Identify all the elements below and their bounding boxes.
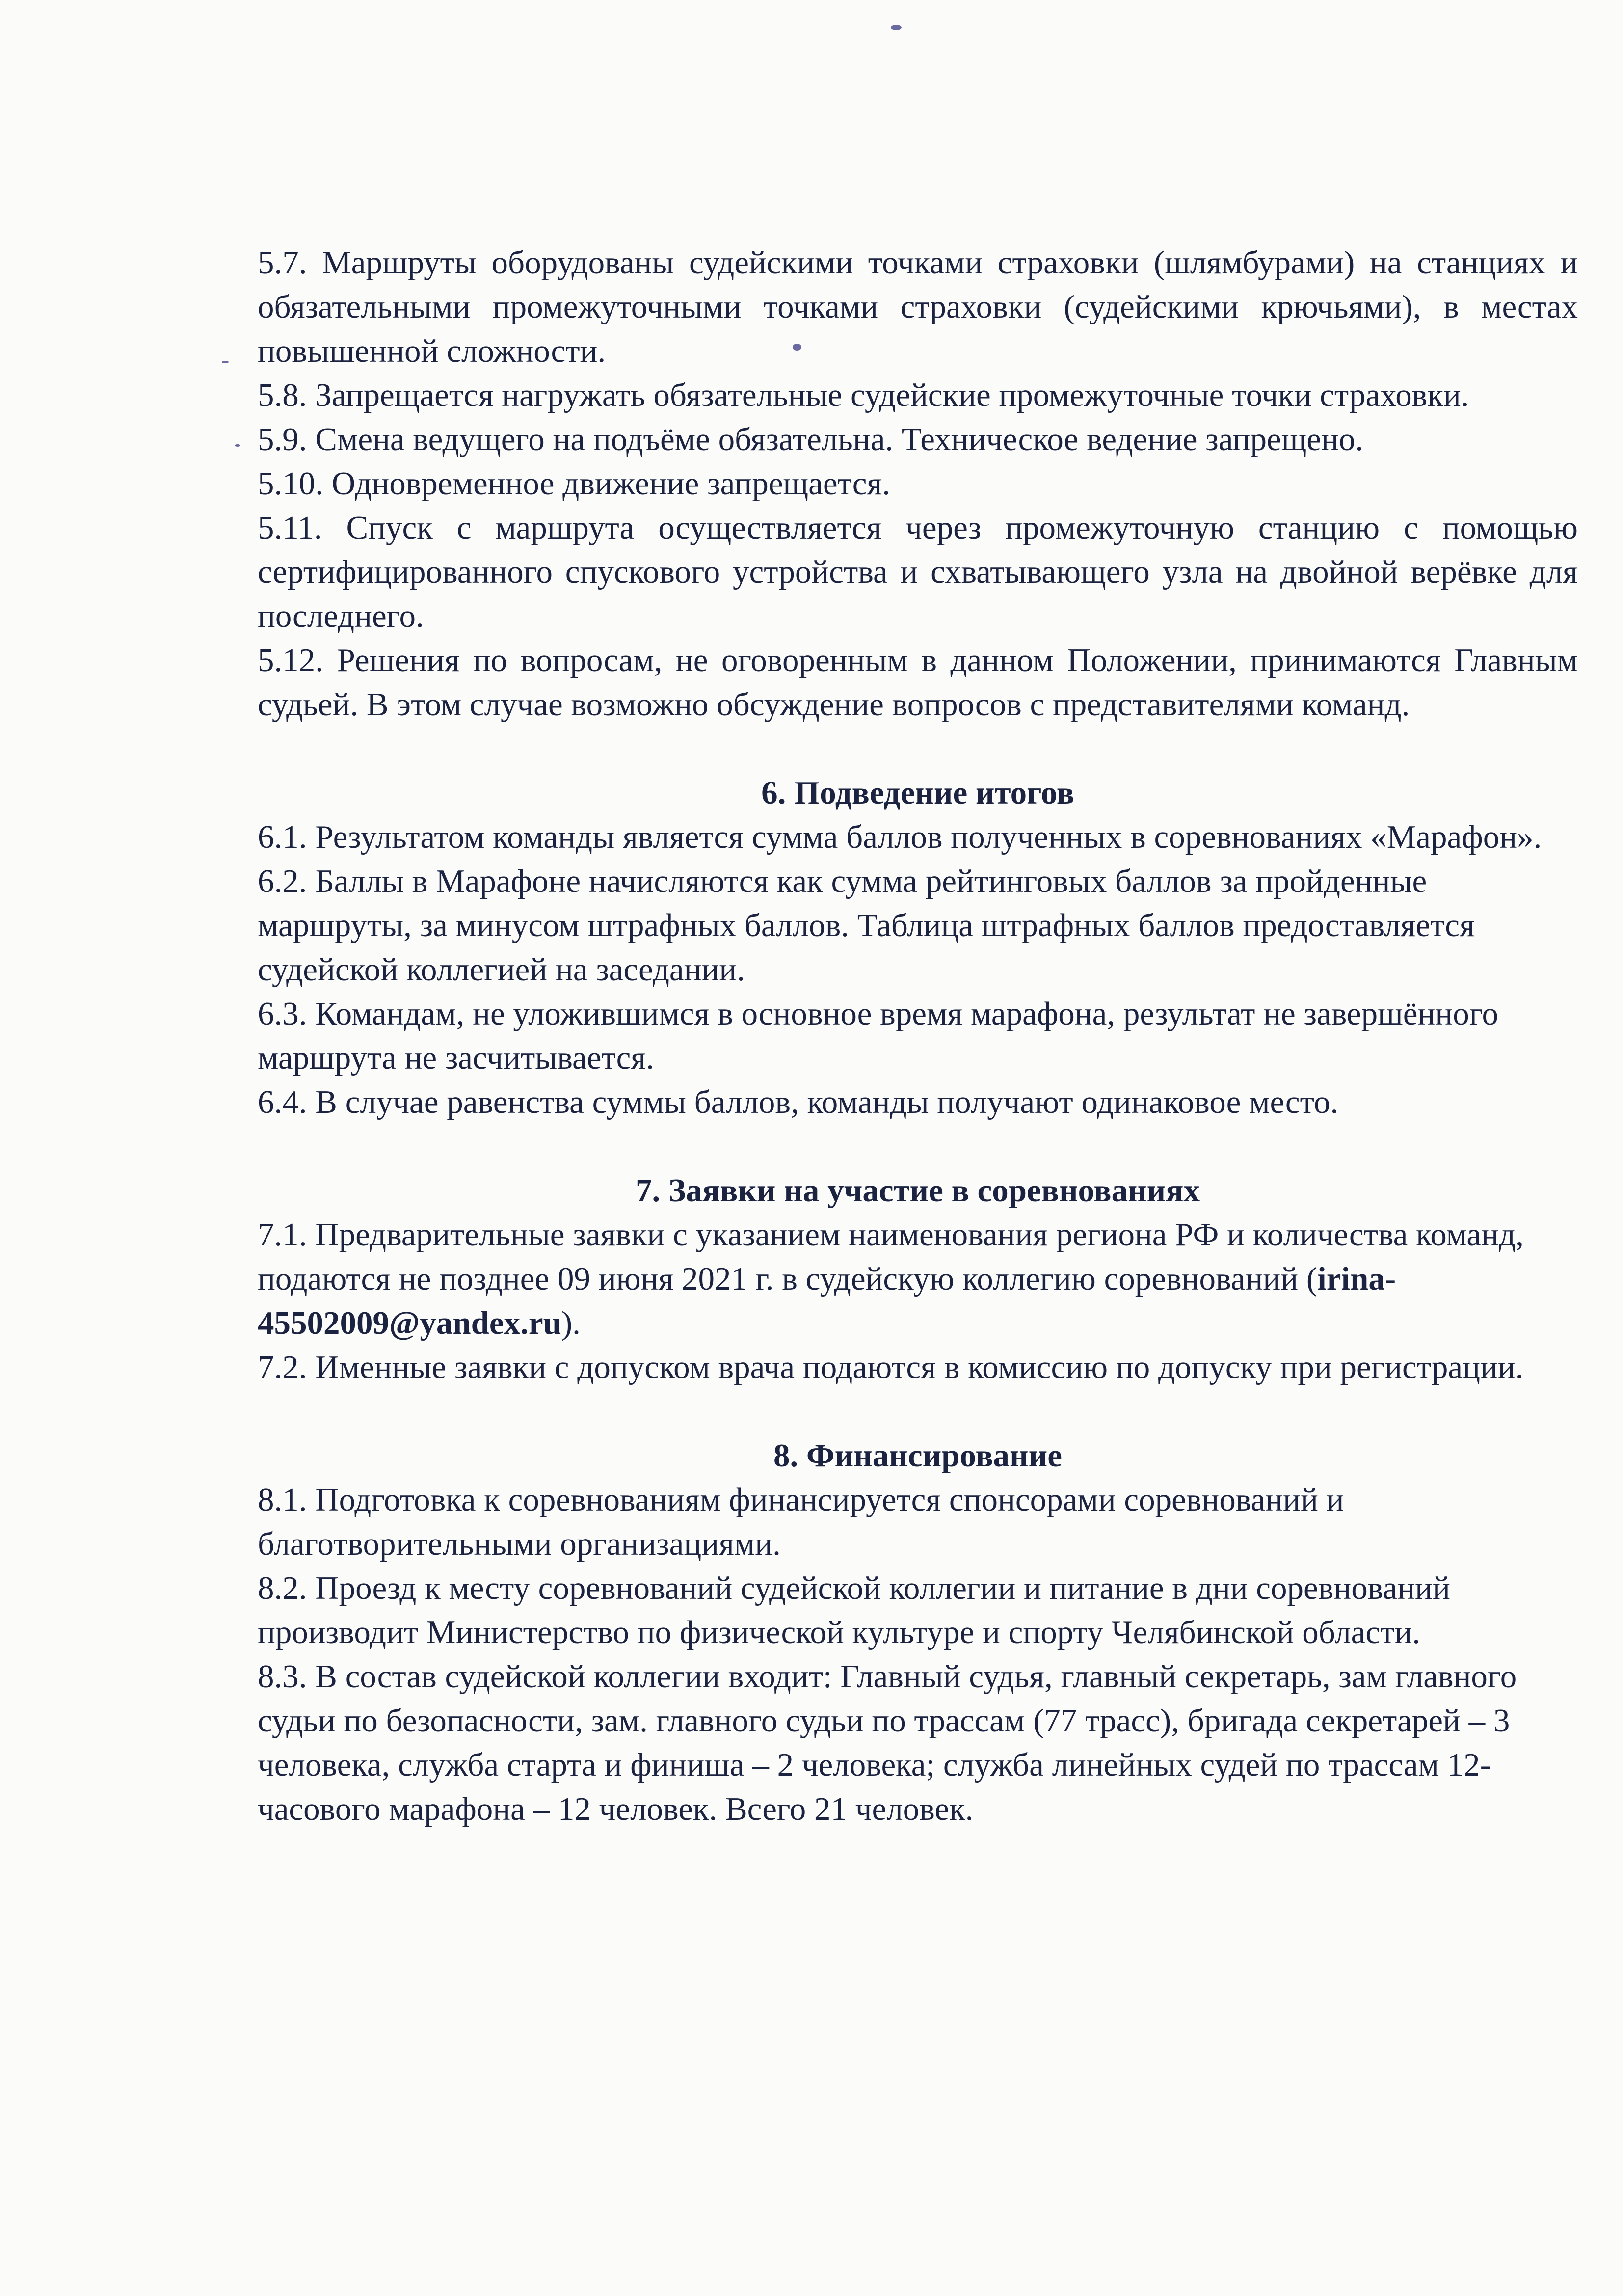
paragraph-6-2: 6.2. Баллы в Марафоне начисляются как сумма рейтинговых баллов за пройденные маршруты, за минусом штрафных баллов. Таблица штрафных баллов предоставляется судейской коллегией на заседании. bbox=[258, 863, 1475, 988]
spacer bbox=[258, 1124, 1578, 1168]
scan-speck bbox=[235, 444, 240, 447]
paragraph-6-4: 6.4. В случае равенства суммы баллов, команды получают одинаковое место. bbox=[258, 1084, 1339, 1120]
scan-speck bbox=[222, 361, 229, 363]
spacer bbox=[258, 1389, 1578, 1433]
paragraph-7-2: 7.2. Именные заявки с допуском врача подаются в комиссию по допуску при регистрации. bbox=[258, 1349, 1524, 1385]
scan-speck bbox=[891, 25, 902, 30]
paragraph-8-1: 8.1. Подготовка к соревнованиям финансируется спонсорами соревнований и благотворительными организациями. bbox=[258, 1482, 1344, 1562]
paragraph-7-1-end: ). bbox=[561, 1305, 581, 1341]
email-address: irina-45502009@yandex.ru bbox=[258, 1261, 1396, 1341]
section-6-heading: 6. Подведение итогов bbox=[761, 775, 1074, 811]
paragraph-5-12: 5.12. Решения по вопросам, не оговоренным в данном Положении, принимаются Главным судьей. В этом случае возможно обсуждение вопросов с представителями команд. bbox=[258, 642, 1578, 723]
paragraph-7-1-text: 7.1. Предварительные заявки с указанием наименования региона РФ и количества команд, подаются не позднее 09 июня 2021 г. в судейскую коллегию соревнований ( bbox=[258, 1216, 1524, 1297]
paragraph-5-11: 5.11. Спуск с маршрута осуществляется через промежуточную станцию с помощью сертифицированного спускового устройства и схватывающего узла на двойной верёвке для последнего. bbox=[258, 510, 1578, 634]
paragraph-8-2: 8.2. Проезд к месту соревнований судейской коллегии и питание в дни соревнований производит Министерство по физической культуре и спорту Челябинской области. bbox=[258, 1570, 1450, 1650]
paragraph-5-8: 5.8. Запрещается нагружать обязательные судейские промежуточные точки страховки. bbox=[258, 377, 1469, 413]
paragraph-5-7: 5.7. Маршруты оборудованы судейскими точками страховки (шлямбурами) на станциях и обязательными промежуточными точками страховки (судейскими крючьями), в местах повышенной сложности. bbox=[258, 244, 1578, 369]
paragraph-6-3: 6.3. Командам, не уложившимся в основное время марафона, результат не завершённого маршрута не засчитывается. bbox=[258, 996, 1499, 1076]
paragraph-5-10: 5.10. Одновременное движение запрещается. bbox=[258, 465, 891, 502]
section-7-heading: 7. Заявки на участие в соревнованиях bbox=[635, 1172, 1200, 1209]
paragraph-7-1 bbox=[258, 1213, 1578, 1345]
document-page bbox=[258, 241, 1578, 1831]
spacer bbox=[258, 727, 1578, 771]
paragraph-6-1: 6.1. Результатом команды является сумма баллов полученных в соревнованиях «Марафон». bbox=[258, 819, 1542, 855]
paragraph-8-3: 8.3. В состав судейской коллегии входит: Главный судья, главный секретарь, зам главного судьи по безопасности, зам. главного судьи по трассам (77 трасс), бригада секретарей – 3 человека, служба старта и финиша – 2 человека; служба линейных судей по трассам 12-часового марафона – 12 человек. Всего 21 человек. bbox=[258, 1658, 1517, 1827]
paragraph-5-9: 5.9. Смена ведущего на подъёме обязательна. Техническое ведение запрещено. bbox=[258, 421, 1364, 458]
section-8-heading: 8. Финансирование bbox=[773, 1437, 1062, 1474]
